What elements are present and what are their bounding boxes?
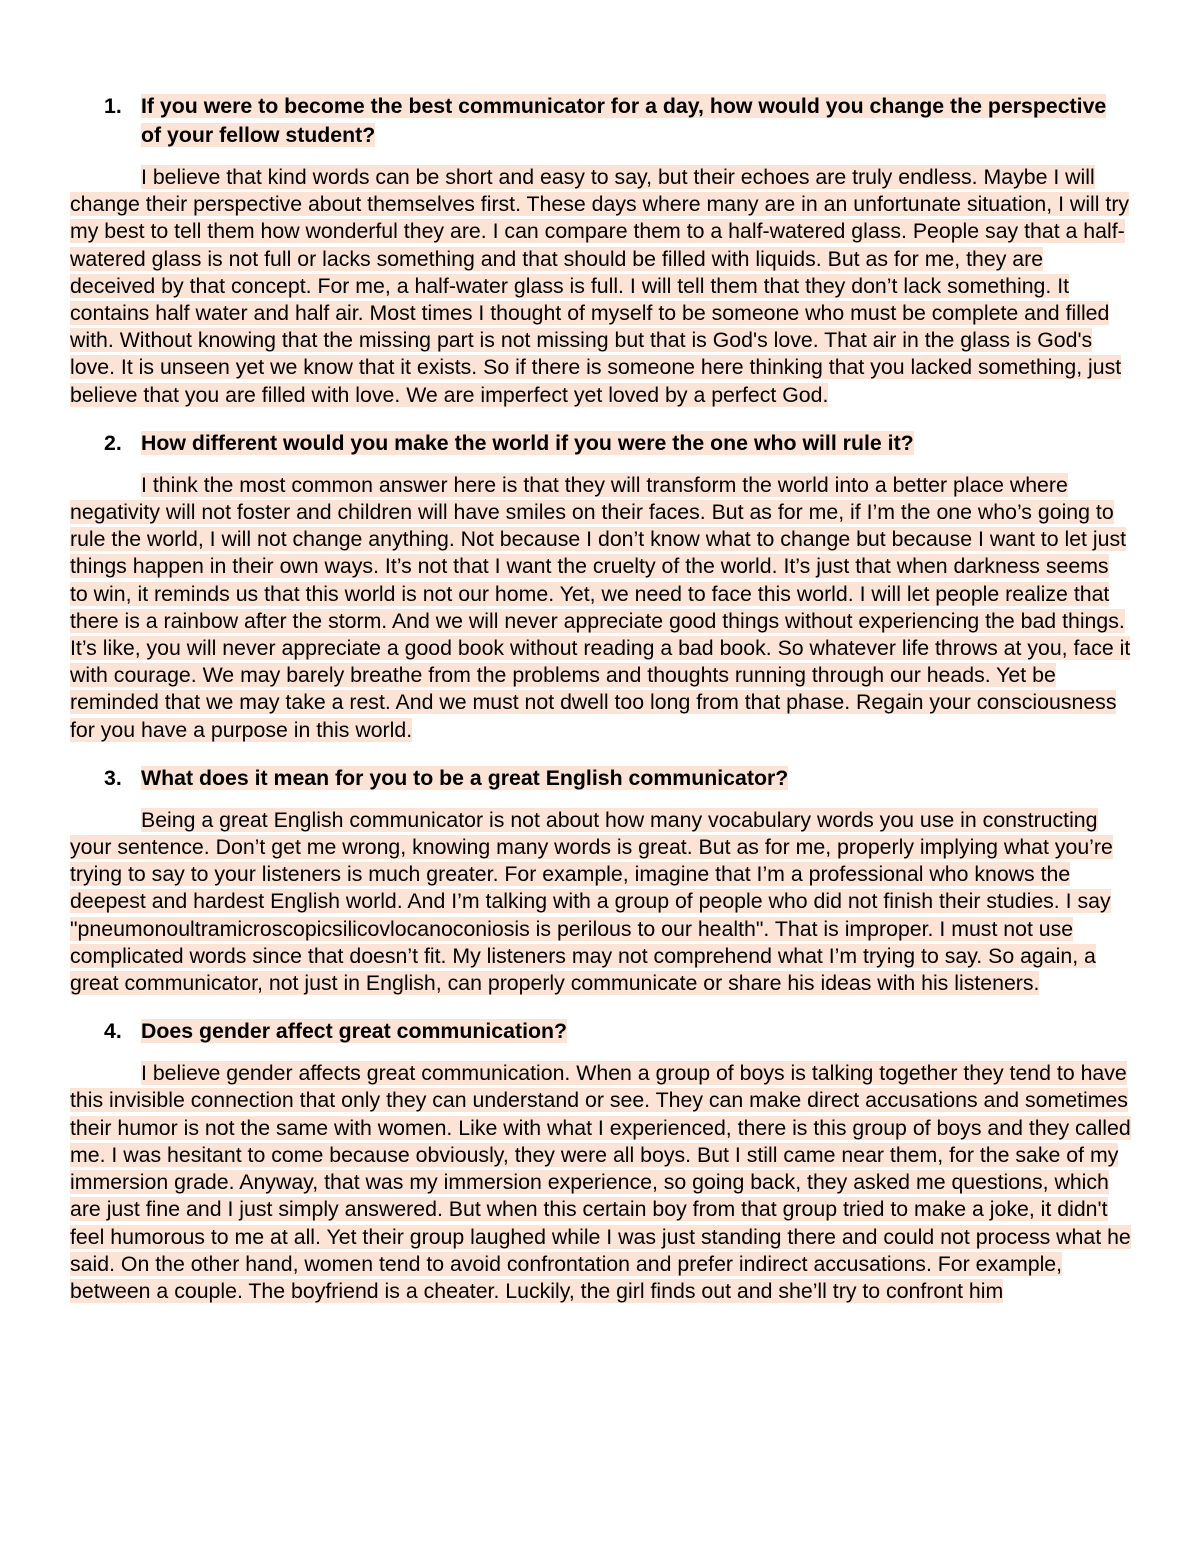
question-item-4 — [70, 1017, 1132, 1305]
question-number: 2. — [104, 430, 122, 455]
answer-text: Being a great English communicator is not about how many vocabulary words you use in constructing your sentence. Don’t get me wrong, knowing many words is great. But as for me, properly implying what you’re trying to say to your listeners is much greater. For example, imagine that I’m a professional who knows the deepest and hardest English world. And I’m talking with a group of people who did not finish their studies. I say "pneumonoultramicroscopicsilicovlocanoconiosis is perilous to our health". That is improper. I must not use complicated words since that doesn’t fit. My listeners may not comprehend what I’m trying to say. So again, a great communicator, not just in English, can properly communicate or share his ideas with his listeners. — [70, 807, 1113, 996]
question-item-2 — [70, 429, 1132, 744]
question-number: 3. — [104, 765, 122, 790]
answer-paragraph — [70, 807, 1132, 997]
answer-text: I think the most common answer here is that they will transform the world into a better place where negativity will not foster and children will have smiles on their faces. But as for me, if I’m the one who’s going to rule the world, I will not change anything. Not because I don’t know what to change but because I want to let just things happen in their own ways. It’s not that I want the cruelty of the world. It’s just that when darkness seems to win, it reminds us that this world is not our home. Yet, we need to face this world. I will let people realize that there is a rainbow after the storm. And we will never appreciate good things without experiencing the bad things. It’s like, you will never appreciate a good book without reading a bad book. So whatever life throws at you, face it with courage. We may barely breathe from the problems and thoughts running through our heads. Yet be reminded that we may take a rest. And we must not dwell too long from that phase. Regain your consciousness for you have a purpose in this world. — [70, 472, 1131, 742]
document-page — [70, 92, 1132, 1325]
answer-text: I believe gender affects great communication. When a group of boys is talking together they tend to have this invisible connection that only they can understand or see. They can make direct accusations and sometimes their humor is not the same with women. Like with what I experienced, there is this group of boys and they called me. I was hesitant to come because obviously, they were all boys. But I still came near them, for the sake of my immersion grade. Anyway, that was my immersion experience, so going back, they asked me questions, which are just fine and I just simply answered. But when this certain boy from that group tried to make a joke, it didn't feel humorous to me at all. Yet their group laughed while I was just standing there and could not process what he said. On the other hand, women tend to avoid confrontation and prefer indirect accusations. For example, between a couple. The boyfriend is a cheater. Luckily, the girl finds out and she’ll try to confront him — [70, 1061, 1131, 1303]
answer-text: I believe that kind words can be short and easy to say, but their echoes are truly endless. Maybe I will change their perspective about themselves first. These days where many are in an unfortunate situation, I will try my best to tell them how wonderful they are. I can compare them to a half-watered glass. People say that a half-watered glass is not full or lacks something and that should be filled with liquids. But as for me, they are deceived by that concept. For me, a half-water glass is full. I will tell them that they don’t lack something. It contains half water and half air. Most times I thought of myself to be someone who must be complete and filled with. Without knowing that the missing part is not missing but that is God's love. That air in the glass is God's love. It is unseen yet we know that it exists. So if there is someone here thinking that you lacked something, just believe that you are filled with love. We are imperfect yet loved by a perfect God. — [70, 165, 1130, 407]
answer-paragraph — [70, 164, 1132, 409]
question-heading — [70, 764, 1132, 793]
question-text: What does it mean for you to be a great English communicator? — [141, 765, 789, 790]
question-item-1 — [70, 92, 1132, 409]
answer-paragraph — [70, 472, 1132, 744]
question-heading — [70, 1017, 1132, 1046]
question-number: 4. — [104, 1019, 122, 1044]
question-heading — [70, 92, 1132, 150]
question-text: How different would you make the world if you were the one who will rule it? — [141, 430, 914, 455]
question-item-3 — [70, 764, 1132, 997]
question-heading — [70, 429, 1132, 458]
question-text: If you were to become the best communicator for a day, how would you change the perspective of your fellow student? — [141, 94, 1107, 147]
question-number: 1. — [104, 94, 122, 118]
answer-paragraph — [70, 1060, 1132, 1305]
question-text: Does gender affect great communication? — [141, 1019, 568, 1044]
